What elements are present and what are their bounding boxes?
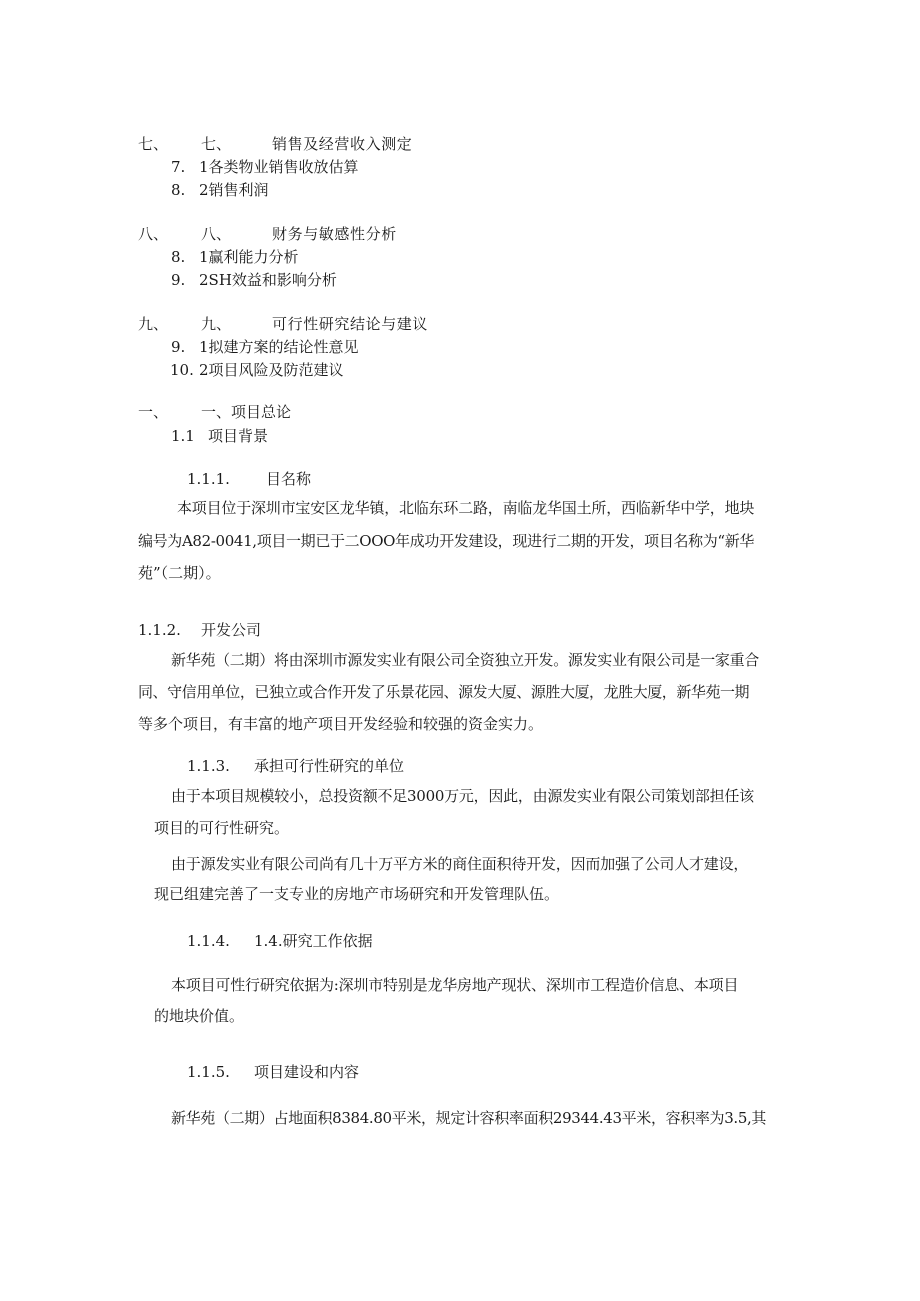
section-1-1-1-title: 目名称 — [266, 470, 312, 488]
chapter-1-number: 一、 — [138, 403, 169, 421]
toc-item-7-1-number: 7. — [171, 158, 186, 176]
toc-chapter-8-number: 八、 — [138, 225, 169, 243]
paragraph-developer-line-2: 同、守信用单位，已独立或合作开发了乐景花园、源发大厦、源胜大厦，龙胜大厦，新华苑一期 — [138, 683, 750, 701]
toc-item-7-2-text: 2销售利润 — [199, 181, 269, 199]
section-1-1-number: 1.1 — [171, 427, 195, 445]
section-1-1-3-number: 1.1.3. — [187, 757, 230, 775]
toc-item-9-1-text: 1拟建方案的结论性意见 — [199, 338, 359, 356]
paragraph-project-name-line-2: 编号为A82-0041,项目一期已于二OOO年成功开发建设，现进行二期的开发，项目名称为“新华 — [138, 532, 755, 550]
paragraph-construction-line-1: 新华苑（二期）占地面积8384.80平米，规定计容积率面积29344.43平米，容积率为3.5,其 — [171, 1109, 767, 1127]
toc-item-7-1-text: 1各类物业销售收放估算 — [199, 158, 359, 176]
toc-item-8-1-text: 1赢利能力分析 — [199, 248, 299, 266]
paragraph-research-team-line-1: 由于源发实业有限公司尚有几十万平方米的商住面积待开发，因而加强了公司人才建设， — [171, 855, 749, 873]
toc-item-8-1-number: 8. — [171, 248, 186, 266]
toc-item-9-1-number: 9. — [171, 338, 186, 356]
paragraph-project-name-line-3: 苑”（二期）。 — [138, 564, 221, 582]
paragraph-developer-line-3: 等多个项目，有丰富的地产项目开发经验和较强的资金实力。 — [138, 715, 544, 733]
section-1-1-5-title: 项目建设和内容 — [254, 1063, 360, 1081]
section-1-1-2-number: 1.1.2. — [138, 621, 181, 639]
paragraph-research-basis-line-1: 本项目可性行研究依据为:深圳市特别是龙华房地产现状、深圳市工程造价信息、本项目 — [171, 976, 739, 994]
toc-item-9-2-number: 10. — [170, 361, 194, 379]
toc-chapter-9-number: 九、 — [138, 315, 169, 333]
paragraph-research-team-line-2: 现已组建完善了一支专业的房地产市场研究和开发管理队伍。 — [154, 885, 560, 903]
toc-item-8-2-text: 2SH效益和影响分析 — [199, 271, 337, 289]
toc-chapter-7-number-repeat: 七、 — [201, 135, 232, 153]
toc-chapter-8-title: 财务与敏感性分析 — [272, 225, 397, 243]
toc-item-8-2-number: 9. — [171, 271, 186, 289]
section-1-1-4-number: 1.1.4. — [187, 932, 230, 950]
toc-chapter-7-title: 销售及经营收入测定 — [272, 135, 413, 153]
toc-chapter-9-number-repeat: 九、 — [201, 315, 232, 333]
paragraph-research-basis-line-2: 的地块价值。 — [154, 1007, 245, 1025]
toc-chapter-9-title: 可行性研究结论与建议 — [272, 315, 429, 333]
section-1-1-5-number: 1.1.5. — [187, 1063, 230, 1081]
section-1-1-1-number: 1.1.1. — [187, 470, 230, 488]
toc-item-9-2-text: 2项目风险及防范建议 — [199, 361, 344, 379]
paragraph-research-unit-line-2: 项目的可行性研究。 — [154, 819, 290, 837]
paragraph-project-name-line-1: 本项目位于深圳市宝安区龙华镇，北临东环二路，南临龙华国土所，西临新华中学，地块 — [177, 499, 755, 517]
chapter-1-title: 一、项目总论 — [201, 403, 292, 421]
section-1-1-title: 项目背景 — [208, 427, 269, 445]
paragraph-developer-line-1: 新华苑（二期）将由深圳市源发实业有限公司全资独立开发。源发实业有限公司是一家重合 — [171, 651, 760, 669]
toc-chapter-7-number: 七、 — [138, 135, 169, 153]
section-1-1-4-title: 1.4.研究工作依据 — [254, 932, 373, 950]
section-1-1-2-title: 开发公司 — [201, 621, 262, 639]
paragraph-research-unit-line-1: 由于本项目规模较小，总投资额不足3000万元，因此，由源发实业有限公司策划部担任该 — [171, 787, 754, 805]
toc-chapter-8-number-repeat: 八、 — [201, 225, 232, 243]
toc-item-7-2-number: 8. — [171, 181, 186, 199]
section-1-1-3-title: 承担可行性研究的单位 — [254, 757, 405, 775]
